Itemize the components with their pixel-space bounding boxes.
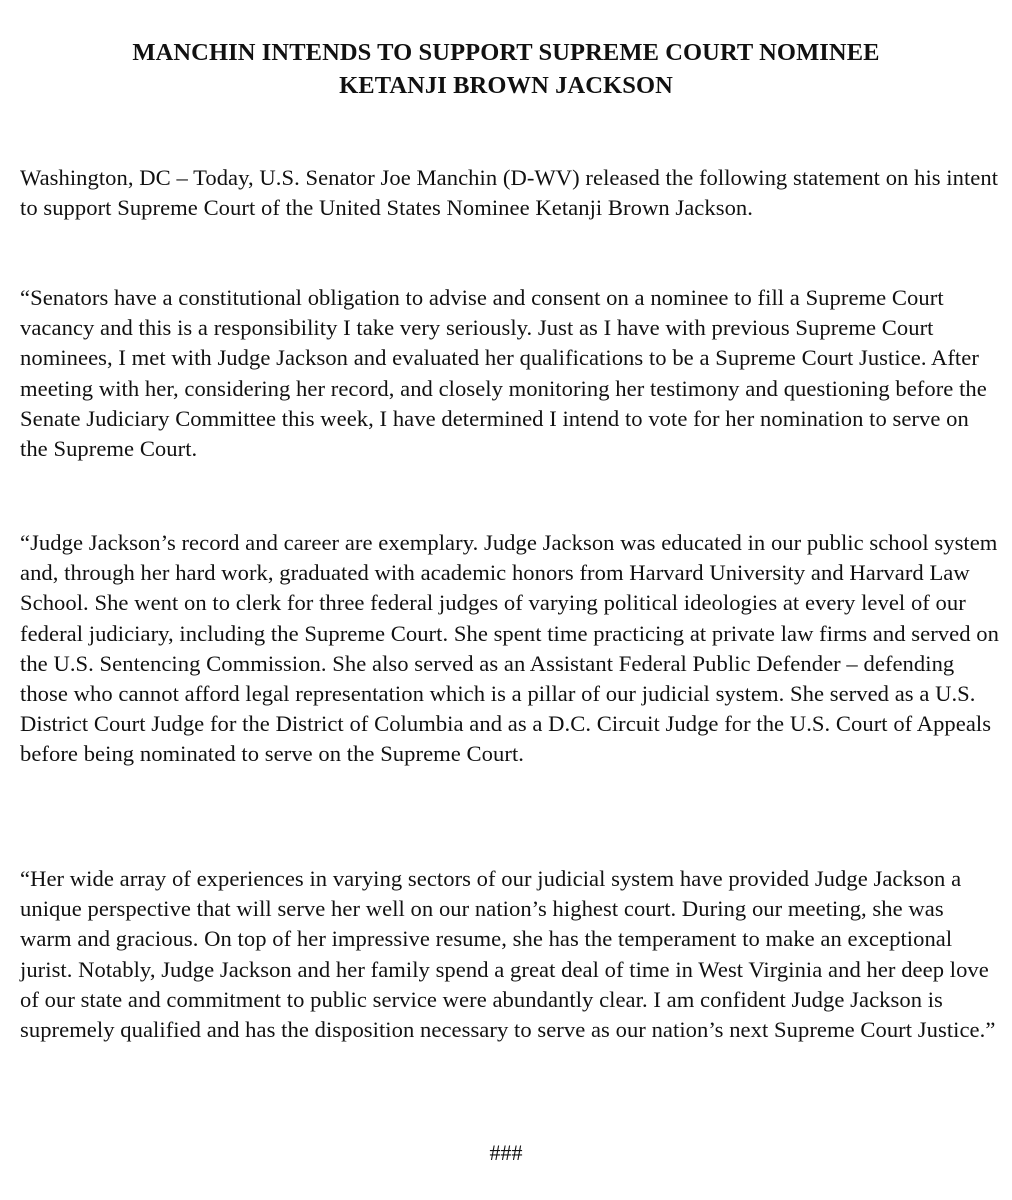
statement-paragraph-record: “Judge Jackson’s record and career are exemplary. Judge Jackson was educated in our public school system and, through her hard work, graduated with academic honors from Harvard University and Harvard Law School. She went on to clerk for three federal judges of varying political ideologies at every level of our federal judiciary, including the Supreme Court. She spent time practicing at private law firms and served on the U.S. Sentencing Commission. She also served as an Assistant Federal Public Defender – defending those who cannot afford legal representation which is a pillar of our judicial system. She served as a U.S. District Court Judge for the District of Columbia and as a D.C. Circuit Judge for the U.S. Court of Appeals before being nominated to serve on the Supreme Court. bbox=[20, 530, 999, 767]
press-release-title bbox=[0, 36, 1012, 102]
end-mark: ### bbox=[489, 1140, 523, 1165]
title-line-2: KETANJI BROWN JACKSON bbox=[339, 72, 673, 99]
dateline-paragraph: Washington, DC – Today, U.S. Senator Joe Manchin (D-WV) released the following statement on his intent to support Supreme Court of the United States Nominee Ketanji Brown Jackson. bbox=[20, 165, 999, 221]
statement-paragraph-experience: “Her wide array of experiences in varying sectors of our judicial system have provided Judge Jackson a unique perspective that will serve her well on our nation’s highest court. During our meeting, she was warm and gracious. On top of her impressive resume, she has the temperament to make an exceptional jurist. Notably, Judge Jackson and her family spend a great deal of time in West Virginia and her deep love of our state and commitment to public service were abundantly clear. I am confident Judge Jackson is supremely qualified and has the disposition necessary to serve as our nation’s next Supreme Court Justice.” bbox=[20, 866, 996, 1043]
statement-paragraph-obligation: “Senators have a constitutional obligation to advise and consent on a nominee to fill a Supreme Court vacancy and this is a responsibility I take very seriously. Just as I have with previous Supreme Court nominees, I met with Judge Jackson and evaluated her qualifications to be a Supreme Court Justice. After meeting with her, considering her record, and closely monitoring her testimony and questioning before the Senate Judiciary Committee this week, I have determined I intend to vote for her nomination to serve on the Supreme Court. bbox=[20, 285, 987, 462]
title-line-1: MANCHIN INTENDS TO SUPPORT SUPREME COURT NOMINEE bbox=[132, 39, 880, 66]
